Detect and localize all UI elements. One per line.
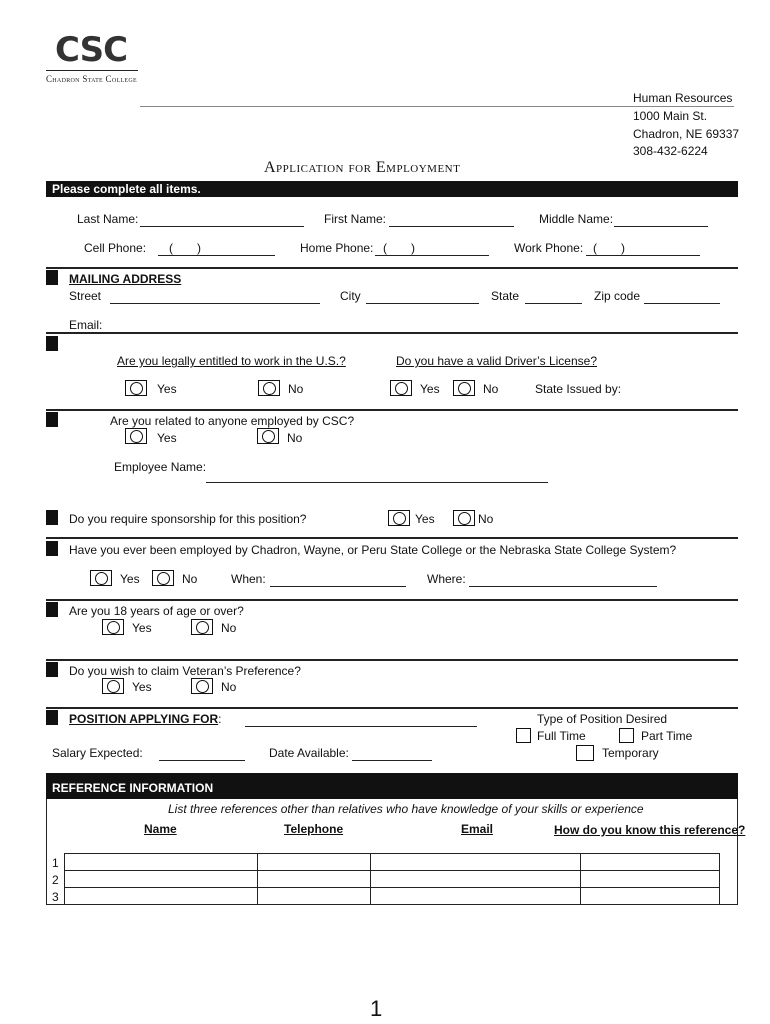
ref-3-how-known-cell[interactable] [581, 888, 720, 905]
part-time-label: Part Time [641, 729, 693, 743]
city-label: City [340, 289, 361, 303]
related-question: Are you related to anyone employed by CSC? [110, 414, 355, 428]
eligibility-rule [46, 332, 738, 334]
license-no-label: No [483, 382, 499, 396]
logo-divider [46, 70, 138, 71]
reference-table [64, 853, 720, 905]
ref-col-email: Email [461, 822, 494, 836]
employed-before-question: Have you ever been employed by Chadron, Wayne, or Peru State College or the Nebraska State College System? [69, 543, 677, 557]
home-area-open: ( [383, 241, 387, 255]
work-no-radio[interactable] [258, 380, 280, 396]
mailing-rule [46, 267, 738, 269]
employed-no-radio[interactable] [152, 570, 174, 586]
full-time-label: Full Time [537, 729, 586, 743]
address-line-1: Human Resources [633, 91, 733, 105]
ref-col-how-known: How do you know this reference? [554, 823, 746, 837]
home-area-close: ) [411, 241, 415, 255]
state-input[interactable] [525, 303, 582, 304]
position-heading-colon: : [218, 712, 222, 726]
section-marker [46, 336, 58, 351]
page-number: 1 [370, 996, 383, 1021]
ref-2-telephone-cell[interactable] [258, 871, 371, 888]
part-time-checkbox[interactable] [619, 728, 634, 743]
section-marker [46, 602, 58, 617]
section-marker [46, 412, 58, 427]
cell-area-close: ) [197, 241, 201, 255]
ref-row-number-2: 2 [52, 873, 59, 887]
work-no-label: No [288, 382, 304, 396]
veteran-no-label: No [221, 680, 237, 694]
ref-2-email-cell[interactable] [371, 871, 581, 888]
related-yes-radio[interactable] [125, 428, 147, 444]
employed-rule [46, 537, 738, 539]
ref-1-email-cell[interactable] [371, 854, 581, 871]
work-phone-label: Work Phone: [514, 241, 584, 255]
when-input[interactable] [270, 586, 406, 587]
veteran-no-radio[interactable] [191, 678, 213, 694]
age-yes-radio[interactable] [102, 619, 124, 635]
ref-1-name-cell[interactable] [65, 854, 258, 871]
email-label: Email: [69, 318, 103, 332]
temporary-checkbox[interactable] [576, 745, 594, 761]
ref-1-telephone-cell[interactable] [258, 854, 371, 871]
position-rule [46, 707, 738, 709]
header-rule [140, 106, 734, 107]
last-name-input[interactable] [140, 226, 304, 227]
state-label: State [491, 289, 520, 303]
section-marker [46, 541, 58, 556]
date-available-input[interactable] [352, 760, 432, 761]
license-yes-label: Yes [420, 382, 440, 396]
reference-instructions: List three references other than relatives who have knowledge of your skills or experience [168, 802, 644, 816]
home-phone-input[interactable] [375, 255, 489, 256]
reference-heading-bar: REFERENCE INFORMATION [46, 773, 738, 799]
ref-1-how-known-cell[interactable] [581, 854, 720, 871]
position-input[interactable] [245, 726, 477, 727]
employed-yes-label: Yes [120, 572, 140, 586]
position-heading [69, 712, 221, 726]
employed-no-label: No [182, 572, 198, 586]
form-title: Application for Employment [264, 159, 461, 176]
home-phone-label: Home Phone: [300, 241, 374, 255]
logo-subtitle: Chadron State College [46, 74, 137, 84]
csc-logo: CSC [55, 30, 128, 70]
middle-name-label: Middle Name: [539, 212, 614, 226]
last-name-label: Last Name: [77, 212, 139, 226]
zip-input[interactable] [644, 303, 720, 304]
full-time-checkbox[interactable] [516, 728, 531, 743]
age-yes-label: Yes [132, 621, 152, 635]
cell-phone-input[interactable] [158, 255, 275, 256]
position-type-label: Type of Position Desired [537, 712, 668, 726]
salary-input[interactable] [159, 760, 245, 761]
work-phone-input[interactable] [586, 255, 700, 256]
ref-row-number-3: 3 [52, 890, 59, 904]
age-no-radio[interactable] [191, 619, 213, 635]
ref-2-name-cell[interactable] [65, 871, 258, 888]
related-yes-label: Yes [157, 431, 177, 445]
ref-3-email-cell[interactable] [371, 888, 581, 905]
ref-3-telephone-cell[interactable] [258, 888, 371, 905]
veteran-yes-label: Yes [132, 680, 152, 694]
veteran-question: Do you wish to claim Veteran’s Preference? [69, 664, 301, 678]
cell-area-open: ( [169, 241, 173, 255]
mailing-heading: MAILING ADDRESS [69, 272, 182, 286]
veteran-yes-radio[interactable] [102, 678, 124, 694]
related-no-label: No [287, 431, 303, 445]
ref-2-how-known-cell[interactable] [581, 871, 720, 888]
related-rule [46, 409, 738, 411]
first-name-input[interactable] [389, 226, 514, 227]
cell-phone-label: Cell Phone: [84, 241, 147, 255]
age-rule [46, 599, 738, 601]
street-input[interactable] [110, 303, 320, 304]
ref-col-name: Name [144, 822, 177, 836]
ref-row-number-1: 1 [52, 856, 59, 870]
table-row [65, 854, 720, 871]
table-row [65, 871, 720, 888]
work-yes-radio[interactable] [125, 380, 147, 396]
veteran-rule [46, 659, 738, 661]
where-label: Where: [427, 572, 466, 586]
instructions-bar: Please complete all items. [46, 181, 738, 197]
section-marker [46, 710, 58, 725]
when-label: When: [231, 572, 266, 586]
street-label: Street [69, 289, 102, 303]
employed-yes-radio[interactable] [90, 570, 112, 586]
work-area-close: ) [621, 241, 625, 255]
where-input[interactable] [469, 586, 657, 587]
middle-name-input[interactable] [614, 226, 708, 227]
sponsorship-no-radio[interactable] [453, 510, 475, 526]
license-no-radio[interactable] [453, 380, 475, 396]
work-eligibility-question: Are you legally entitled to work in the U.S.? [117, 354, 346, 368]
state-issued-label: State Issued by: [535, 382, 622, 396]
ref-col-telephone: Telephone [284, 822, 344, 836]
table-row [65, 888, 720, 905]
salary-label: Salary Expected: [52, 746, 143, 760]
date-available-label: Date Available: [269, 746, 349, 760]
sponsorship-yes-radio[interactable] [388, 510, 410, 526]
sponsorship-yes-label: Yes [415, 512, 435, 526]
sponsorship-question: Do you require sponsorship for this position? [69, 512, 307, 526]
section-marker [46, 270, 58, 285]
zip-label: Zip code [594, 289, 641, 303]
address-line-4: 308-432-6224 [633, 144, 708, 158]
section-marker [46, 662, 58, 677]
employee-name-label: Employee Name: [114, 460, 207, 474]
work-yes-label: Yes [157, 382, 177, 396]
position-heading-text: POSITION APPLYING FOR [69, 712, 219, 726]
address-line-2: 1000 Main St. [633, 109, 708, 123]
address-line-3: Chadron, NE 69337 [633, 127, 740, 141]
city-input[interactable] [366, 303, 479, 304]
age-no-label: No [221, 621, 237, 635]
work-area-open: ( [593, 241, 597, 255]
first-name-label: First Name: [324, 212, 387, 226]
ref-3-name-cell[interactable] [65, 888, 258, 905]
temporary-label: Temporary [602, 746, 659, 760]
license-yes-radio[interactable] [390, 380, 412, 396]
license-question: Do you have a valid Driver’s License? [396, 354, 597, 368]
section-marker [46, 510, 58, 525]
sponsorship-no-label: No [478, 512, 494, 526]
employee-name-input[interactable] [206, 482, 548, 483]
related-no-radio[interactable] [257, 428, 279, 444]
age-question: Are you 18 years of age or over? [69, 604, 244, 618]
